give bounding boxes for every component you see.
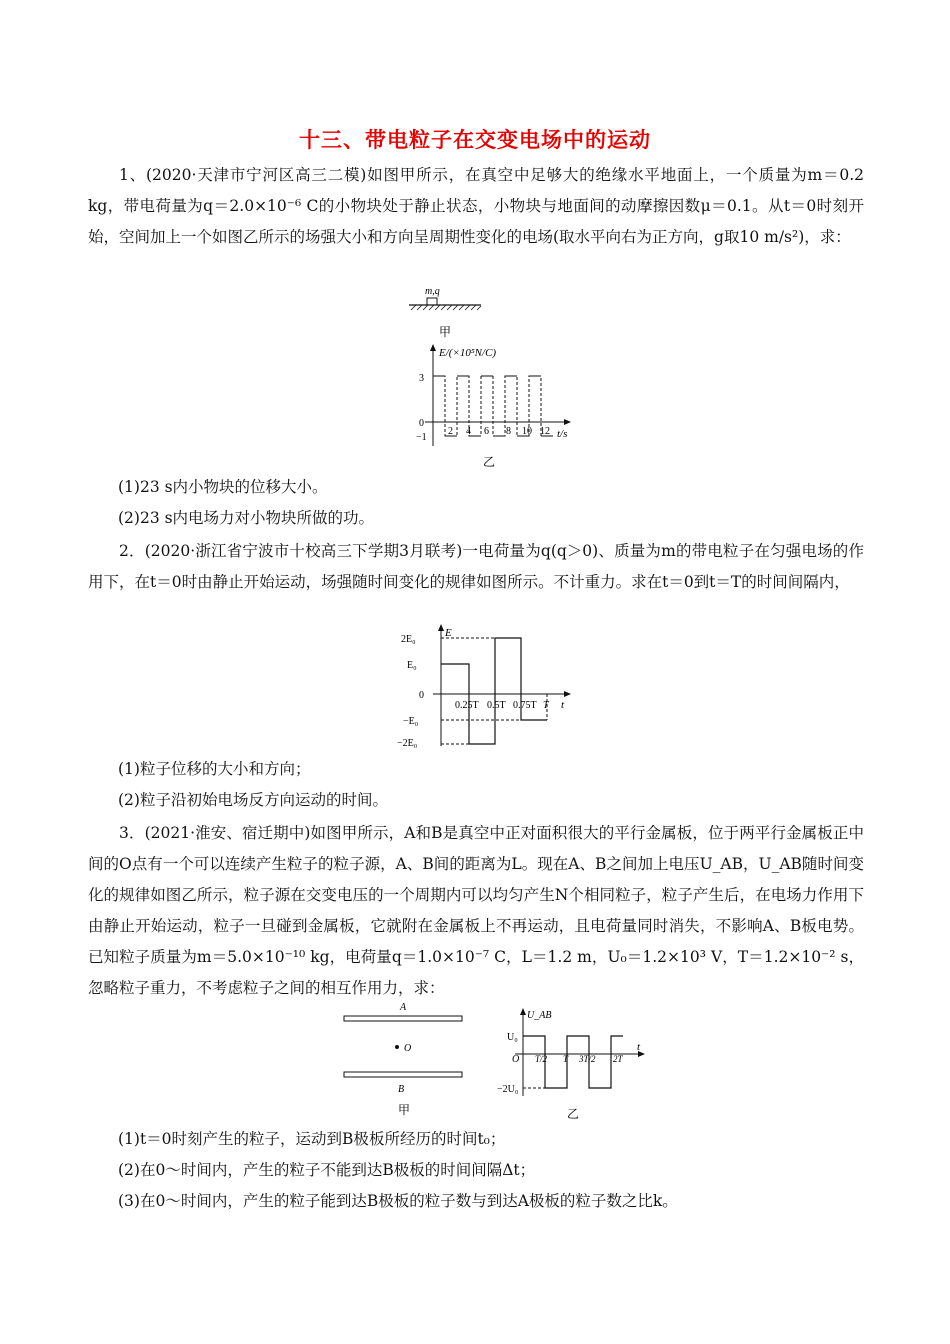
- figure-caption: 乙: [566, 1107, 580, 1121]
- y-tick-e0: E₀: [407, 660, 417, 671]
- x-axis-label: t: [637, 1041, 641, 1053]
- small-block: [427, 298, 437, 305]
- question-3-sub-3: (3)在0～时间内，产生的粒子能到达B极板的粒子数与到达A极板的粒子数之比k。: [118, 1192, 678, 1210]
- y-tick-2e0: 2E₀: [401, 634, 416, 645]
- question-3-sub-1: (1)t＝0时刻产生的粒子，运动到B极板所经历的时间t₀；: [118, 1130, 506, 1148]
- grid-dashes: [441, 638, 547, 744]
- figure-caption: 甲: [438, 325, 452, 339]
- y-axis-label: E/(×10⁵N/C): [439, 347, 497, 359]
- y-tick-neg-2e0: −2E₀: [397, 738, 418, 749]
- x-axis-arrow: [564, 691, 571, 697]
- y-tick-0: 0: [419, 418, 424, 429]
- y-axis-label: E: [445, 627, 452, 639]
- q1-figure-jia: [405, 282, 485, 344]
- x-axis-label: t: [561, 699, 565, 711]
- figure-caption: 乙: [482, 455, 496, 469]
- q3-figure-jia-plates: [338, 996, 468, 1124]
- q2-figure-e-t-graph: [383, 622, 583, 752]
- question-2-sub-2: (2)粒子沿初始电场反方向运动的时间。: [118, 791, 388, 809]
- question-1-sub-2: (2)23 s内电场力对小物块所做的功。: [118, 509, 375, 527]
- y-axis-label: U_AB: [527, 1010, 552, 1021]
- question-1-text: 1、(2020·天津市宁河区高三二模)如图甲所示，在真空中足够大的绝缘水平地面上，一个质量为m＝0.2 kg，带电荷量为q＝2.0×10⁻⁶ C的小物块处于静止状态，小物块与地面间的动摩擦因数μ＝0.1。从t＝0时刻开始，空间加上一个如图乙所示的场强大小和方向呈周期性变化的电场(取水平向右为正方向，g取10 m/s²)，求：: [88, 166, 864, 246]
- x-tick-4: 4: [466, 426, 471, 437]
- x-tick-3t-over-2: 3T/2: [579, 1054, 596, 1064]
- plate-a-label: A: [400, 1002, 407, 1013]
- figure-caption: 甲: [397, 1103, 411, 1117]
- x-tick-8: 8: [506, 426, 511, 437]
- x-tick-t: T: [563, 1054, 569, 1064]
- plate-b-label: B: [398, 1084, 405, 1095]
- field-waveform: [441, 638, 547, 744]
- origin-label: O: [512, 1054, 520, 1065]
- question-1-sub-1: (1)23 s内小物块的位移大小。: [118, 478, 328, 496]
- q3-figure-yi-u-t-graph: [495, 1004, 655, 1124]
- ground-hatching: [411, 305, 481, 310]
- block-label: m,q: [425, 286, 440, 297]
- question-2-sub-1: (1)粒子位移的大小和方向；: [118, 760, 311, 778]
- y-axis-arrow: [438, 624, 444, 631]
- q1-figure-yi-e-t-graph: [405, 342, 585, 472]
- question-2-text: 2．(2020·浙江省宁波市十校高三下学期3月联考)一电荷量为q(q＞0)、质量为m的带电粒子在匀强电场的作用下，在t＝0时由静止开始运动，场强随时间变化的规律如图所示。不计重力。求在t＝0到t＝T的时间间隔内，: [88, 542, 864, 591]
- plate-b: [344, 1072, 462, 1077]
- x-tick-2: 2: [448, 426, 453, 437]
- y-axis-arrow: [520, 1008, 526, 1015]
- x-tick-2t: 2T: [613, 1054, 623, 1064]
- y-tick-neg-e0: −E₀: [403, 716, 419, 727]
- plate-a: [344, 1016, 462, 1021]
- x-tick-12: 12: [540, 426, 550, 437]
- question-3-sub-2: (2)在0～时间内，产生的粒子不能到达B极板的时间间隔Δt；: [118, 1161, 536, 1179]
- x-tick-t: T: [543, 700, 549, 711]
- x-tick-6: 6: [484, 426, 489, 437]
- x-tick-0-5t: 0.5T: [487, 700, 506, 711]
- page-title: 十三、带电粒子在交变电场中的运动: [299, 128, 651, 152]
- source-point-o: [395, 1045, 399, 1049]
- y-tick-3: 3: [419, 373, 424, 384]
- x-tick-10: 10: [522, 426, 532, 437]
- y-tick-0: 0: [419, 690, 424, 701]
- y-tick-u0: U₀: [507, 1032, 518, 1043]
- x-axis-label: t/s: [557, 428, 568, 440]
- question-3-text: 3．(2021·淮安、宿迁期中)如图甲所示，A和B是真空中正对面积很大的平行金属板，位于两平行金属板正中间的O点有一个可以连续产生粒子的粒子源，A、B间的距离为L。现在A、B之间加上电压U_AB，U_AB随时间变化的规律如图乙所示，粒子源在交变电压的一个周期内可以均匀产生N个相同粒子，粒子产生后，在电场力作用下由静止开始运动，粒子一旦碰到金属板，它就附在金属板上不再运动，且电荷量同时消失，不影响A、B板电势。已知粒子质量为m＝5.0×10⁻¹⁰ kg，电荷量q＝1.0×10⁻⁷ C，L＝1.2 m，U₀＝1.2×10³ V，T＝1.2×10⁻² s，忽略粒子重力，不考虑粒子之间的相互作用力，求：: [88, 824, 864, 997]
- x-axis-arrow: [564, 419, 571, 425]
- x-tick-0-25t: 0.25T: [455, 700, 479, 711]
- x-tick-0-75t: 0.75T: [513, 700, 537, 711]
- point-o-label: O: [404, 1043, 412, 1054]
- x-tick-t-over-2: T/2: [535, 1054, 548, 1064]
- y-tick-neg1: −1: [416, 432, 427, 443]
- y-axis-arrow: [430, 344, 436, 351]
- y-tick-neg-2u0: −2U₀: [497, 1084, 519, 1095]
